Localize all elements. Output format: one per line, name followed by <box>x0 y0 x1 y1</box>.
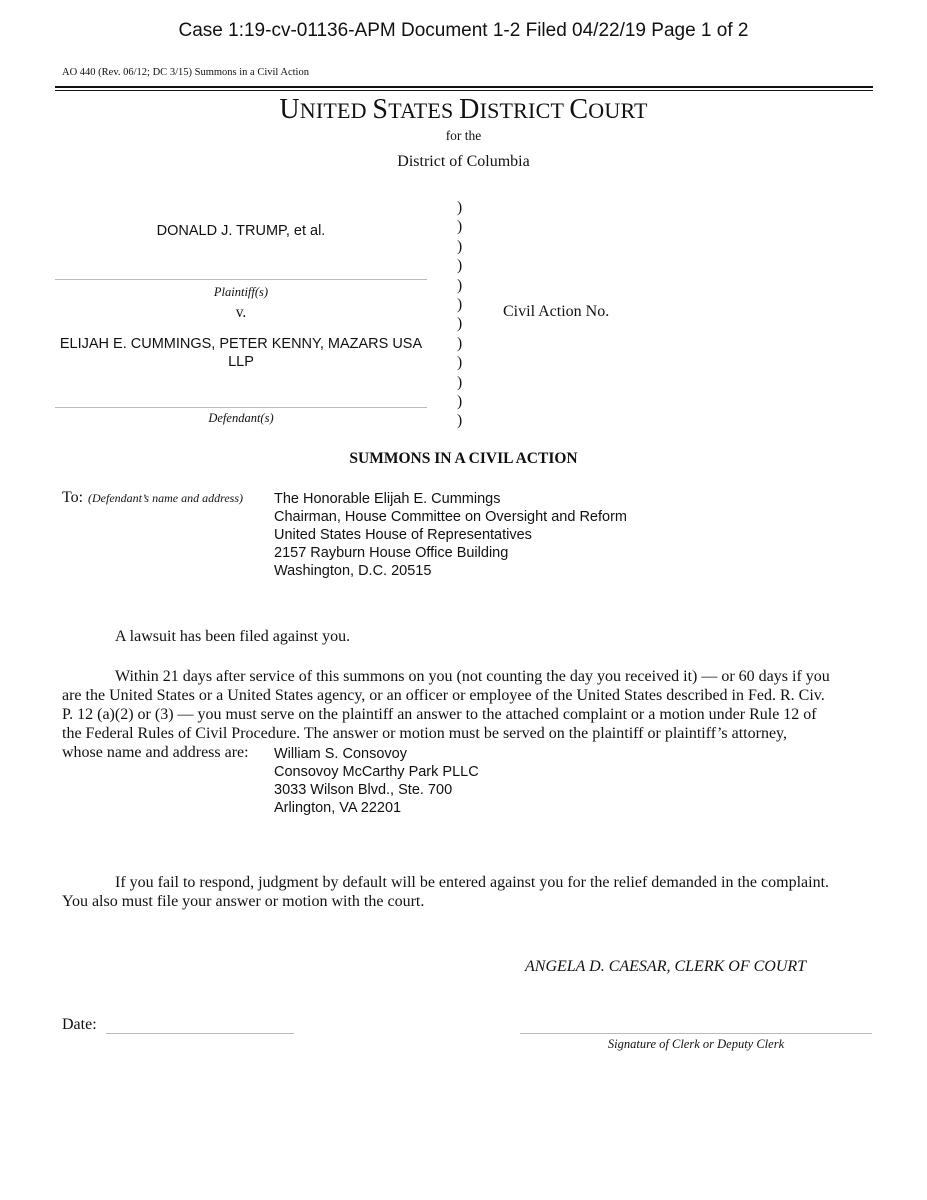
paragraph-line: If you fail to respond, judgment by default will be entered against you for the relief demanded in the complaint. <box>115 874 830 891</box>
date-field-line <box>106 1033 294 1034</box>
default-judgment-paragraph <box>62 873 867 911</box>
date-label: Date: <box>62 1016 97 1033</box>
signature-line <box>520 1033 872 1034</box>
plaintiff-rule <box>55 279 427 280</box>
paren: ) <box>457 276 463 294</box>
signature-caption: Signature of Clerk or Deputy Clerk <box>607 1037 785 1051</box>
address-line: Washington, D.C. 20515 <box>274 563 432 579</box>
summons-title: SUMMONS IN A CIVIL ACTION <box>349 450 578 467</box>
address-line: 3033 Wilson Blvd., Ste. 700 <box>274 782 453 798</box>
paren: ) <box>457 315 463 333</box>
filing-header: Case 1:19-cv-01136-APM Document 1-2 Filed 04/22/19 Page 1 of 2 <box>178 20 749 41</box>
civil-action-number: Civil Action No. <box>503 303 610 320</box>
caption-parentheses <box>457 198 462 431</box>
header-rule <box>55 86 873 88</box>
paren: ) <box>457 373 463 391</box>
for-the-label: for the <box>445 128 482 143</box>
paragraph-line: are the United States or a United States agency, or an officer or employee of the United States described in Fed. R. Civ. <box>62 687 825 704</box>
paragraph-line: You also must file your answer or motion with the court. <box>62 893 425 910</box>
form-identifier: AO 440 (Rev. 06/12; DC 3/15) Summons in a Civil Action <box>62 67 309 78</box>
court-title: UNITED STATES DISTRICT COURT <box>279 94 648 125</box>
paren: ) <box>457 334 463 352</box>
paren: ) <box>457 393 463 411</box>
defendant-label: Defendant(s) <box>208 411 274 425</box>
attorney-address <box>274 745 479 817</box>
paren: ) <box>457 354 463 372</box>
versus-label: v. <box>235 304 247 321</box>
lawsuit-filed-paragraph: A lawsuit has been filed against you. <box>115 628 351 645</box>
address-line: Chairman, House Committee on Oversight and Reform <box>274 509 627 525</box>
plaintiff-name: DONALD J. TRUMP, et al. <box>156 223 326 239</box>
district-name: District of Columbia <box>397 153 530 170</box>
address-line: United States House of Representatives <box>274 527 532 543</box>
defendant-name: ELIJAH E. CUMMINGS, PETER KENNY, MAZARS USA LLP <box>59 336 423 370</box>
paren: ) <box>457 296 463 314</box>
plaintiff-label: Plaintiff(s) <box>213 285 269 299</box>
paragraph-line: the Federal Rules of Civil Procedure. The answer or motion must be served on the plaintiff or plaintiff’s attorney, <box>62 725 788 742</box>
paren: ) <box>457 257 463 275</box>
address-line: 2157 Rayburn House Office Building <box>274 545 509 561</box>
defendant-address <box>274 490 627 580</box>
defendant-rule <box>55 407 427 408</box>
address-line: William S. Consovoy <box>274 746 407 762</box>
address-line: Arlington, VA 22201 <box>274 800 402 816</box>
paren: ) <box>457 412 463 430</box>
address-line: Consovoy McCarthy Park PLLC <box>274 764 479 780</box>
clerk-name: ANGELA D. CAESAR, CLERK OF COURT <box>525 958 807 975</box>
paren: ) <box>457 237 463 255</box>
address-line: The Honorable Elijah E. Cummings <box>274 491 501 507</box>
paragraph-line: Within 21 days after service of this summons on you (not counting the day you received it) — or 60 days if you <box>115 668 830 685</box>
paren: ) <box>457 199 463 216</box>
to-label: To: <box>62 489 84 506</box>
paren: ) <box>457 218 463 236</box>
paragraph-line: whose name and address are: <box>62 744 249 761</box>
header-rule-thin <box>55 90 873 91</box>
defendant-address-caption: (Defendant’s name and address) <box>88 491 243 505</box>
paragraph-line: P. 12 (a)(2) or (3) — you must serve on the plaintiff an answer to the attached complaint or a motion under Rule 12 of <box>62 706 817 723</box>
